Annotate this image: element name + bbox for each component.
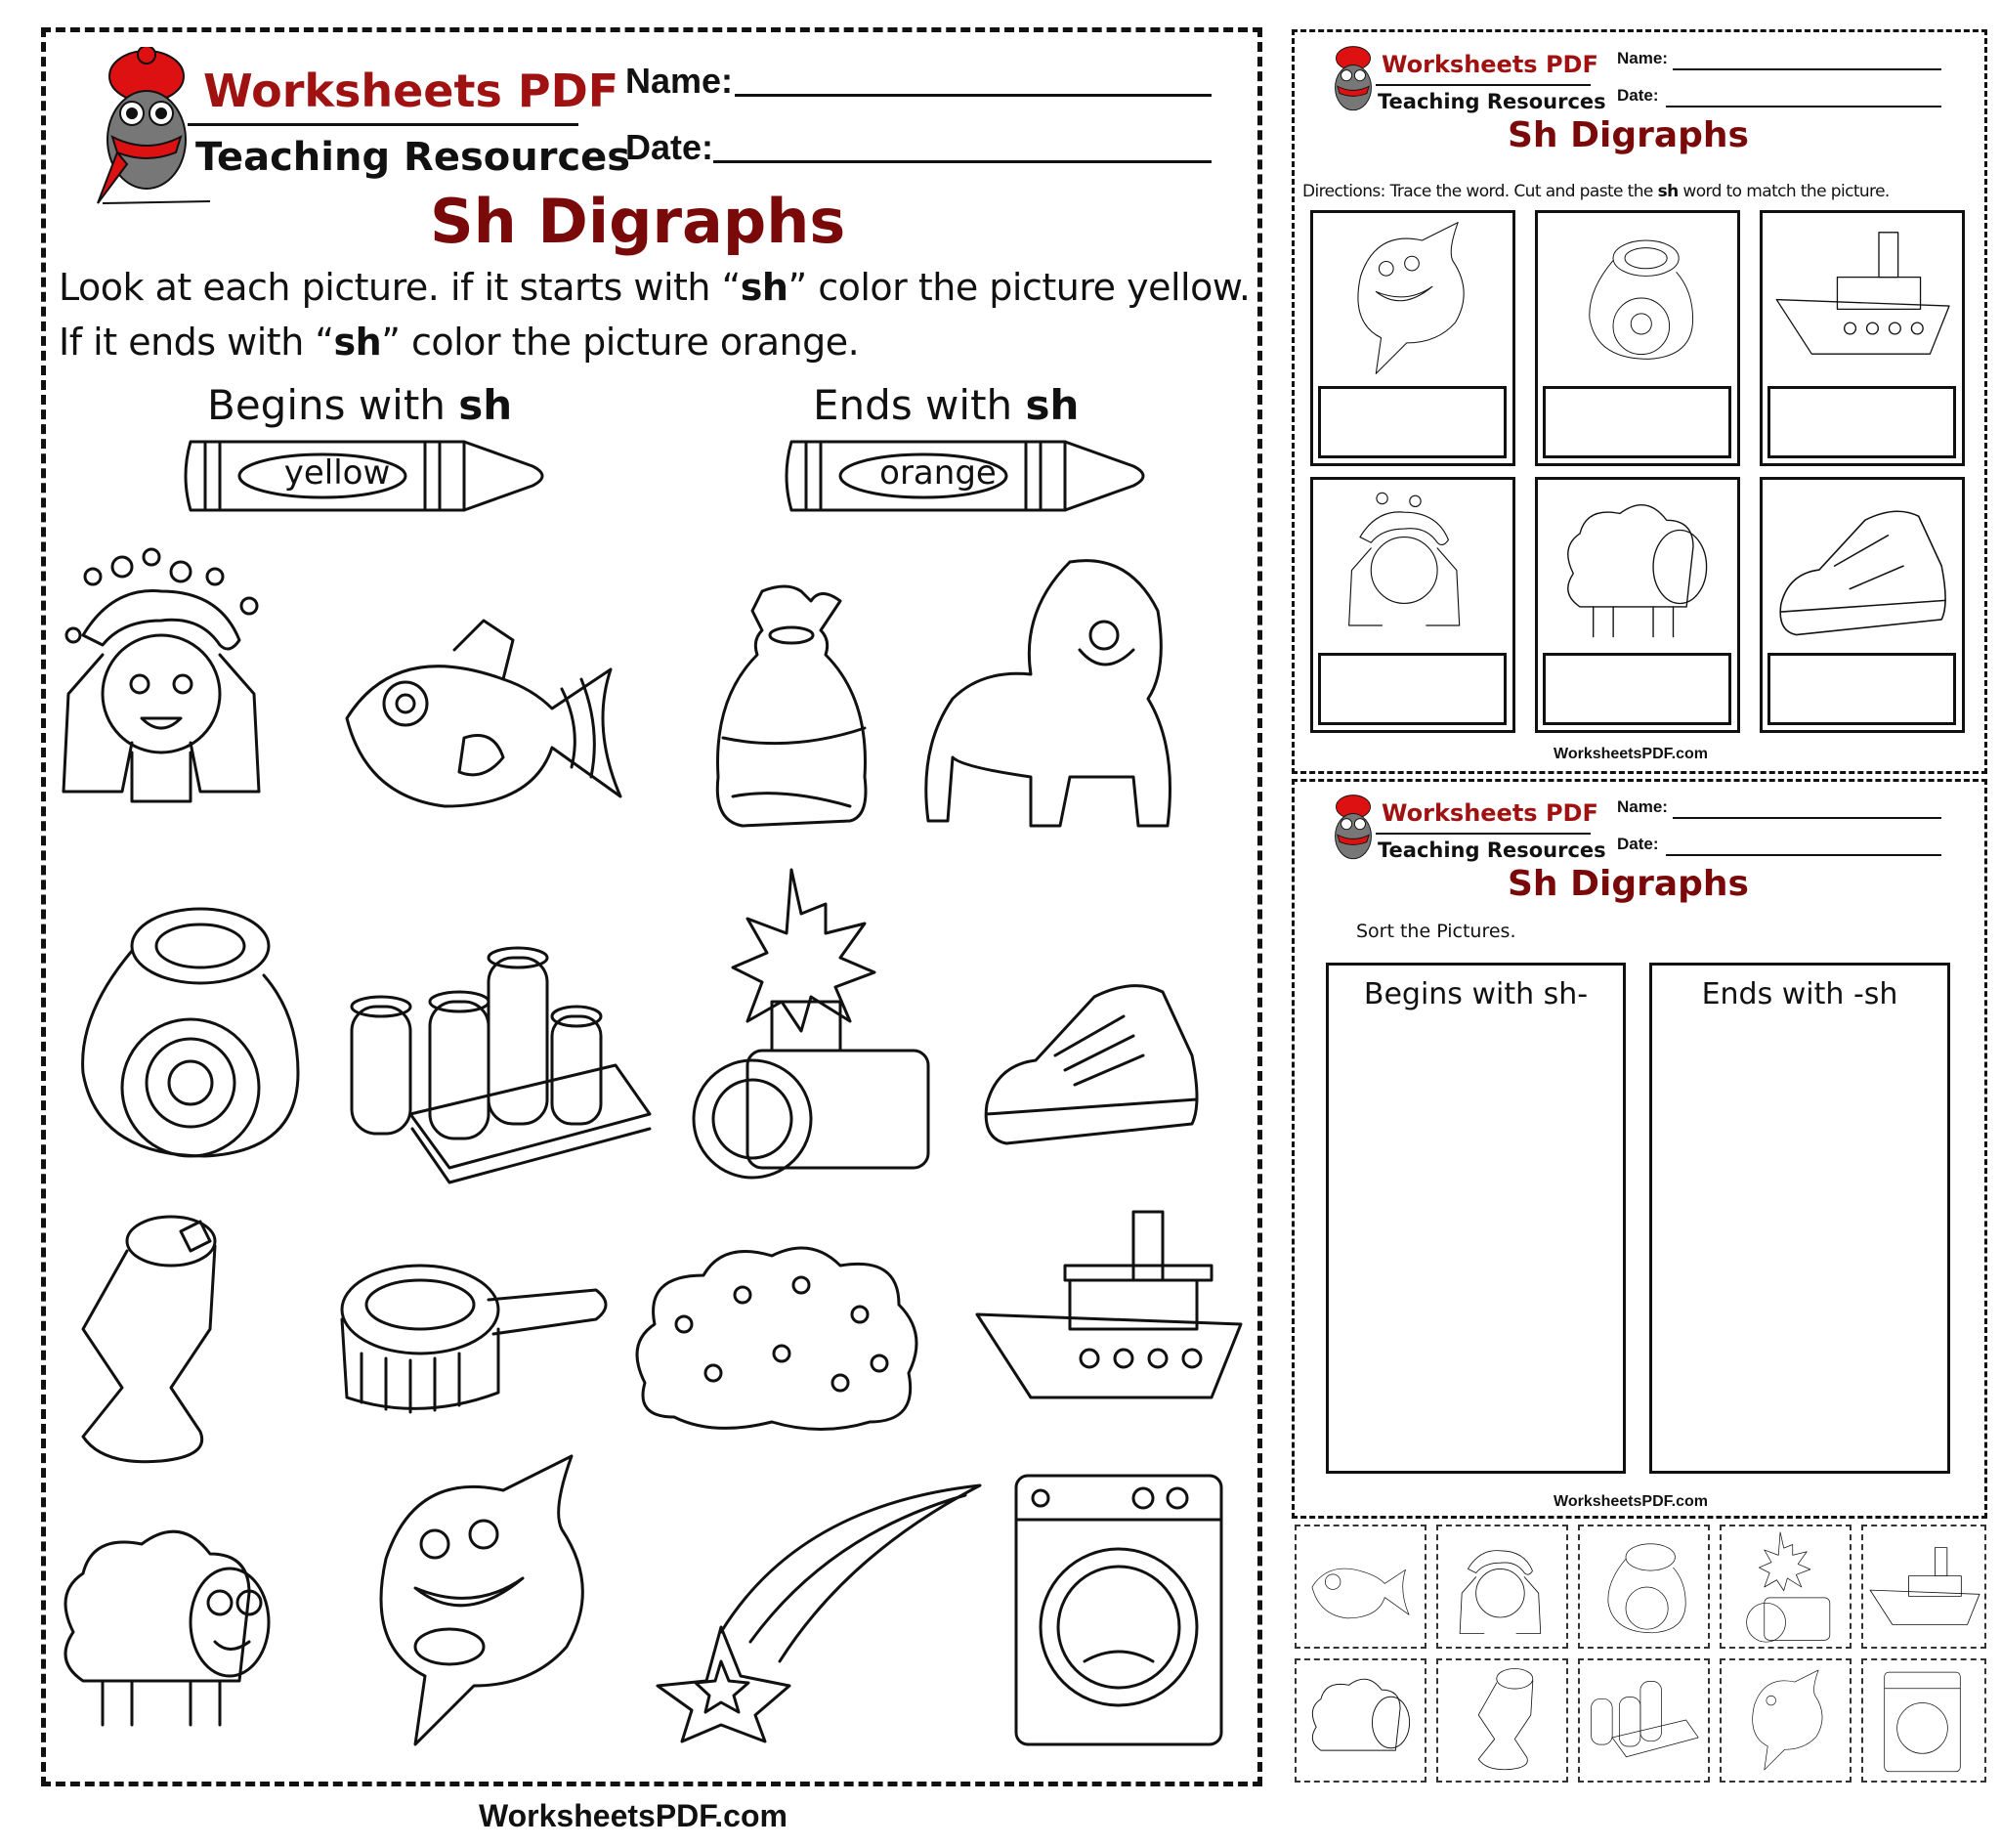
answer-box[interactable] <box>1543 653 1731 725</box>
name-label: Name: <box>1617 797 1668 816</box>
name-field[interactable] <box>1673 68 1941 70</box>
brand-sub: Teaching Resources <box>1378 838 1606 862</box>
washing-machine-picture <box>1881 1666 1964 1776</box>
shell-picture <box>59 897 303 1161</box>
ship-picture <box>972 1207 1241 1402</box>
dir-text: word to match the picture. <box>1678 182 1890 201</box>
brush-picture <box>332 1261 611 1422</box>
shoe-picture <box>977 977 1202 1148</box>
flash-camera-picture <box>679 865 933 1178</box>
cash-picture <box>342 948 655 1182</box>
sort-column-ends[interactable] <box>1649 963 1950 1474</box>
sheepdog-picture <box>923 552 1207 836</box>
instr-text: If it ends with “ <box>59 321 334 364</box>
instruction-line-2 <box>59 321 859 364</box>
shampoo-kid-picture <box>1343 484 1470 640</box>
brand-divider <box>188 123 578 126</box>
sort-column-begins-label: Begins with sh- <box>1363 977 1589 1011</box>
owl-logo-icon <box>83 47 210 213</box>
date-field[interactable] <box>1666 106 1941 107</box>
page-title: Sh Digraphs <box>1508 864 1749 904</box>
name-field[interactable] <box>1673 817 1941 819</box>
ends-label: Ends with <box>813 381 1026 429</box>
page-title: Sh Digraphs <box>430 186 846 257</box>
brand-name: Worksheets PDF <box>1382 799 1598 827</box>
ends-heading <box>813 381 1079 429</box>
ends-sh: sh <box>1025 381 1080 429</box>
name-field[interactable] <box>735 94 1212 97</box>
sheep-picture <box>1304 1671 1417 1774</box>
answer-box[interactable] <box>1543 386 1731 458</box>
begins-sh: sh <box>458 381 513 429</box>
shoe-picture <box>1773 503 1949 640</box>
brand-sub: Teaching Resources <box>1378 90 1606 113</box>
cash-picture <box>1588 1676 1700 1764</box>
answer-box[interactable] <box>1318 386 1507 458</box>
sort-column-ends-label: Ends with -sh <box>1701 977 1898 1011</box>
page-title: Sh Digraphs <box>1508 115 1749 155</box>
answer-box[interactable] <box>1767 386 1956 458</box>
shampoo-kid-picture <box>54 547 278 811</box>
sort-instruction: Sort the Pictures. <box>1356 921 1516 942</box>
instr-text: ” color the picture yellow. <box>788 266 1251 309</box>
sack-picture <box>703 581 879 831</box>
crayon-yellow-label: yellow <box>283 453 391 493</box>
instr-sh: sh <box>333 321 382 364</box>
owl-logo-icon <box>1324 39 1383 127</box>
bush-picture <box>625 1236 928 1437</box>
instruction-line-1 <box>59 266 1251 309</box>
answer-box[interactable] <box>1767 653 1956 725</box>
shooting-star-picture <box>653 1476 985 1744</box>
fish-picture <box>337 611 630 845</box>
ship-picture <box>1868 1542 1980 1630</box>
instr-sh: sh <box>740 266 788 309</box>
footer-link[interactable]: WorksheetsPDF.com <box>1554 1493 1708 1510</box>
answer-box[interactable] <box>1318 653 1507 725</box>
sheep-picture <box>54 1515 278 1730</box>
footer-link[interactable]: WorksheetsPDF.com <box>479 1798 788 1833</box>
sheep-picture <box>1558 494 1715 640</box>
name-label: Name: <box>1617 49 1668 67</box>
instr-text: Look at each picture. if it starts with “ <box>59 266 741 309</box>
owl-logo-icon <box>1324 788 1383 876</box>
fish-picture <box>1304 1549 1417 1632</box>
flash-camera-picture <box>1734 1530 1837 1644</box>
shell-picture <box>1578 220 1695 376</box>
dir-sh: sh <box>1657 182 1679 201</box>
name-label: Name: <box>625 61 734 101</box>
ship-picture <box>1773 225 1949 362</box>
washing-machine-picture <box>1006 1466 1231 1749</box>
directions-text <box>1302 182 1890 201</box>
date-label: Date: <box>1617 835 1659 853</box>
date-field[interactable] <box>1666 854 1941 856</box>
date-field[interactable] <box>713 160 1212 163</box>
brand-sub: Teaching Resources <box>195 135 631 180</box>
date-label: Date: <box>625 127 714 167</box>
date-label: Date: <box>1617 86 1659 105</box>
shell-picture <box>1599 1532 1687 1642</box>
brand-name: Worksheets PDF <box>1382 51 1598 78</box>
sort-column-begins[interactable] <box>1326 963 1626 1474</box>
instr-text: ” color the picture orange. <box>381 321 860 364</box>
brand-divider <box>1376 84 1591 86</box>
shark-picture <box>357 1451 611 1749</box>
begins-heading <box>207 381 512 429</box>
brand-divider <box>1376 833 1591 835</box>
smash-can-picture <box>1470 1666 1539 1774</box>
begins-label: Begins with <box>207 381 459 429</box>
dir-text: Directions: Trace the word. Cut and paste the <box>1302 182 1658 201</box>
footer-link[interactable]: WorksheetsPDF.com <box>1554 746 1708 762</box>
smash-can-picture <box>64 1212 230 1471</box>
crayon-orange-label: orange <box>879 453 997 493</box>
shark-picture <box>1343 220 1480 376</box>
shampoo-kid-picture <box>1456 1532 1549 1642</box>
shark-picture <box>1744 1664 1832 1776</box>
brand-name: Worksheets PDF <box>203 64 619 117</box>
